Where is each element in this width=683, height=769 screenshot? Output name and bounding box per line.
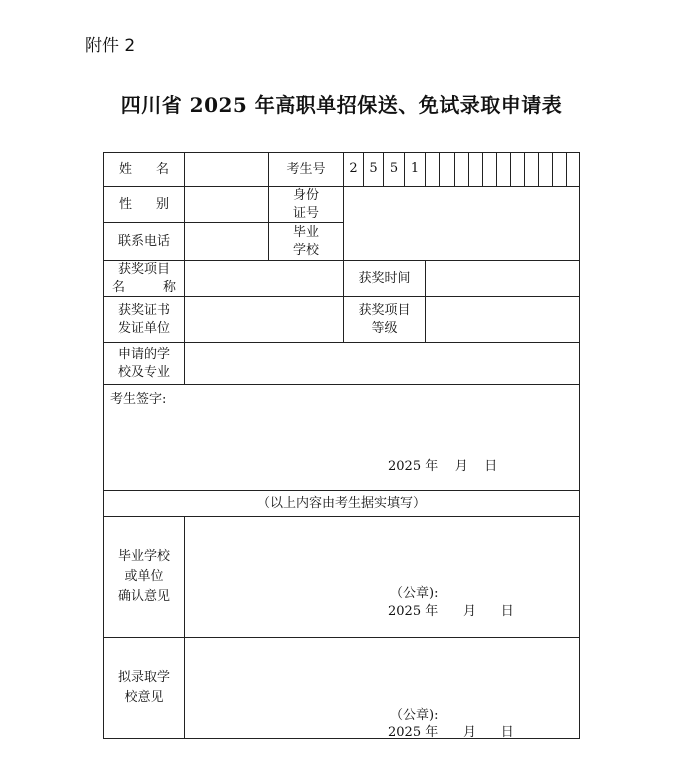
signature-area[interactable]	[104, 405, 579, 490]
school-seal-label: （公章):	[390, 586, 439, 601]
gender-field[interactable]	[185, 187, 268, 222]
award-time-label: 获奖时间	[358, 270, 411, 286]
grad-school-label: 毕业 学校	[292, 224, 319, 258]
award-level-label: 获奖项目 等级	[358, 302, 411, 336]
exam-no-digit: 2	[349, 161, 358, 176]
exam-no-label: 考生号	[286, 161, 326, 177]
award-name-label: 获奖项目 名 称	[112, 261, 176, 295]
award-name-field[interactable]	[185, 261, 343, 296]
admit-opinion-field[interactable]	[185, 638, 579, 698]
form-title: 四川省 2025 年高职单招保送、免试录取申请表	[120, 93, 563, 117]
exam-no-digit: 5	[369, 161, 378, 176]
name-field[interactable]	[185, 153, 268, 186]
award-level-field[interactable]	[426, 297, 579, 342]
id-number-field[interactable]	[344, 187, 579, 260]
phone-label: 联系电话	[117, 233, 170, 249]
phone-field[interactable]	[185, 223, 268, 260]
cert-issuer-field[interactable]	[185, 297, 343, 342]
admit-seal-label: （公章):	[390, 708, 439, 723]
school-opinion-date: 2025 年 月 日	[388, 604, 514, 619]
award-time-field[interactable]	[426, 261, 579, 296]
gender-label: 性 别	[119, 196, 169, 212]
cert-issuer-label: 获奖证书 发证单位	[117, 302, 170, 336]
apply-school-major-label: 申请的学 校及专业	[117, 346, 170, 380]
exam-no-digit: 1	[410, 161, 420, 176]
name-label: 姓 名	[119, 161, 169, 177]
school-opinion-label: 毕业学校 或单位 确认意见	[117, 549, 170, 604]
signature-date: 2025 年 月 日	[388, 459, 498, 474]
id-number-label: 身份 证号	[292, 187, 319, 221]
apply-school-major-field[interactable]	[185, 343, 579, 384]
admit-opinion-date: 2025 年 月 日	[388, 725, 514, 740]
fill-note: （以上内容由考生据实填写）	[256, 495, 426, 511]
signature-label: 考生签字:	[110, 392, 167, 407]
admit-opinion-label: 拟录取学 校意见	[117, 670, 170, 705]
attachment-label: 附件 2	[85, 36, 136, 56]
school-opinion-field[interactable]	[185, 517, 579, 577]
exam-no-digit: 5	[389, 161, 399, 176]
